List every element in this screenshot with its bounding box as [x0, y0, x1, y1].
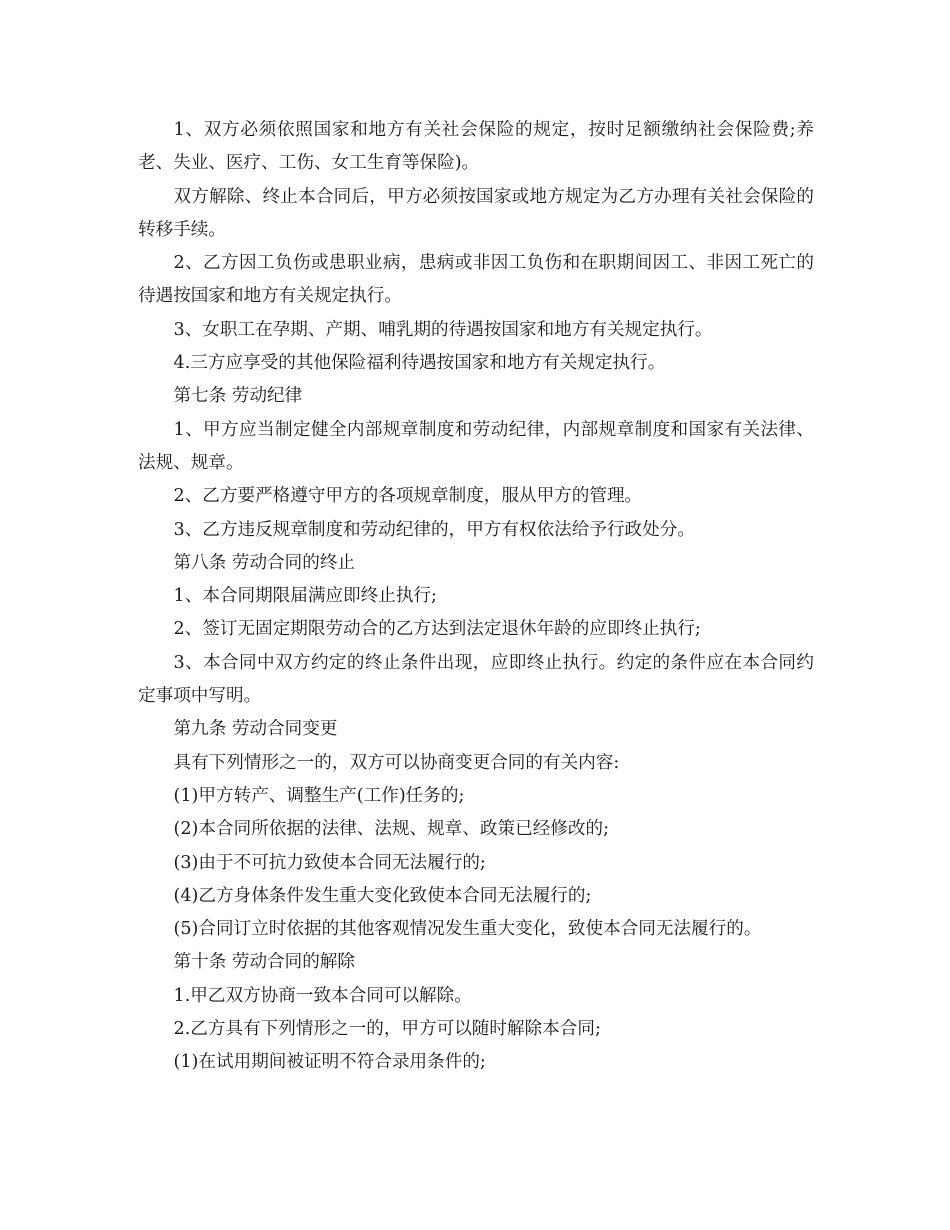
paragraph-rescission-2: 2.乙方具有下列情形之一的，甲方可以随时解除本合同;: [173, 1019, 601, 1040]
paragraph-discipline-3: 3、乙方违反规章制度和劳动纪律的，甲方有权依法给予行政处分。: [173, 519, 695, 540]
paragraph-rescission-item-1: (1)在试用期间被证明不符合录用条件的;: [173, 1052, 486, 1073]
paragraph-termination-3: 3、本合同中双方约定的终止条件出现，应即终止执行。约定的条件应在本合同约定事项中写明。: [138, 652, 814, 707]
paragraph-female-workers: 3、女职工在孕期、产期、哺乳期的待遇按国家和地方有关规定执行。: [173, 319, 713, 340]
heading-article-7: 第七条 劳动纪律: [173, 386, 303, 407]
document-body: [138, 114, 814, 1080]
paragraph-work-injury: 2、乙方因工负伤或患职业病，患病或非因工负伤和在职期间因工、非因工死亡的待遇按国家和地方有关规定执行。: [138, 253, 814, 307]
heading-article-10: 第十条 劳动合同的解除: [173, 952, 356, 973]
paragraph-termination-2: 2、签订无固定期限劳动合的乙方达到法定退休年龄的应即终止执行;: [173, 619, 701, 640]
paragraph-discipline-2: 2、乙方要严格遵守甲方的各项规章制度，服从甲方的管理。: [173, 486, 643, 507]
paragraph-rescission-1: 1.甲乙双方协商一致本合同可以解除。: [173, 985, 472, 1006]
paragraph-discipline-1: 1、甲方应当制定健全内部规章制度和劳动纪律，内部规章制度和国家有关法律、法规、规章。: [138, 419, 814, 473]
paragraph-social-insurance-1: 1、双方必须依照国家和地方有关社会保险的规定，按时足额缴纳社会保险费;养老、失业、医疗、工伤、女工生育等保险)。: [138, 120, 814, 174]
paragraph-change-item-2: (2)本合同所依据的法律、法规、规章、政策已经修改的;: [173, 819, 610, 840]
heading-article-8: 第八条 劳动合同的终止: [173, 552, 356, 573]
paragraph-change-item-3: (3)由于不可抗力致使本合同无法履行的;: [173, 852, 486, 873]
paragraph-change-item-5: (5)合同订立时依据的其他客观情况发生重大变化，致使本合同无法履行的。: [173, 919, 762, 940]
paragraph-termination-1: 1、本合同期限届满应即终止执行;: [173, 586, 437, 607]
paragraph-change-intro: 具有下列情形之一的，双方可以协商变更合同的有关内容:: [173, 752, 620, 773]
paragraph-other-benefits: 4.三方应享受的其他保险福利待遇按国家和地方有关规定执行。: [173, 353, 666, 374]
paragraph-change-item-4: (4)乙方身体条件发生重大变化致使本合同无法履行的;: [173, 885, 592, 906]
paragraph-change-item-1: (1)甲方转产、调整生产(工作)任务的;: [173, 785, 465, 806]
paragraph-insurance-transfer: 双方解除、终止本合同后，甲方必须按国家或地方规定为乙方办理有关社会保险的转移手续。: [138, 186, 814, 240]
heading-article-9: 第九条 劳动合同变更: [173, 719, 338, 740]
